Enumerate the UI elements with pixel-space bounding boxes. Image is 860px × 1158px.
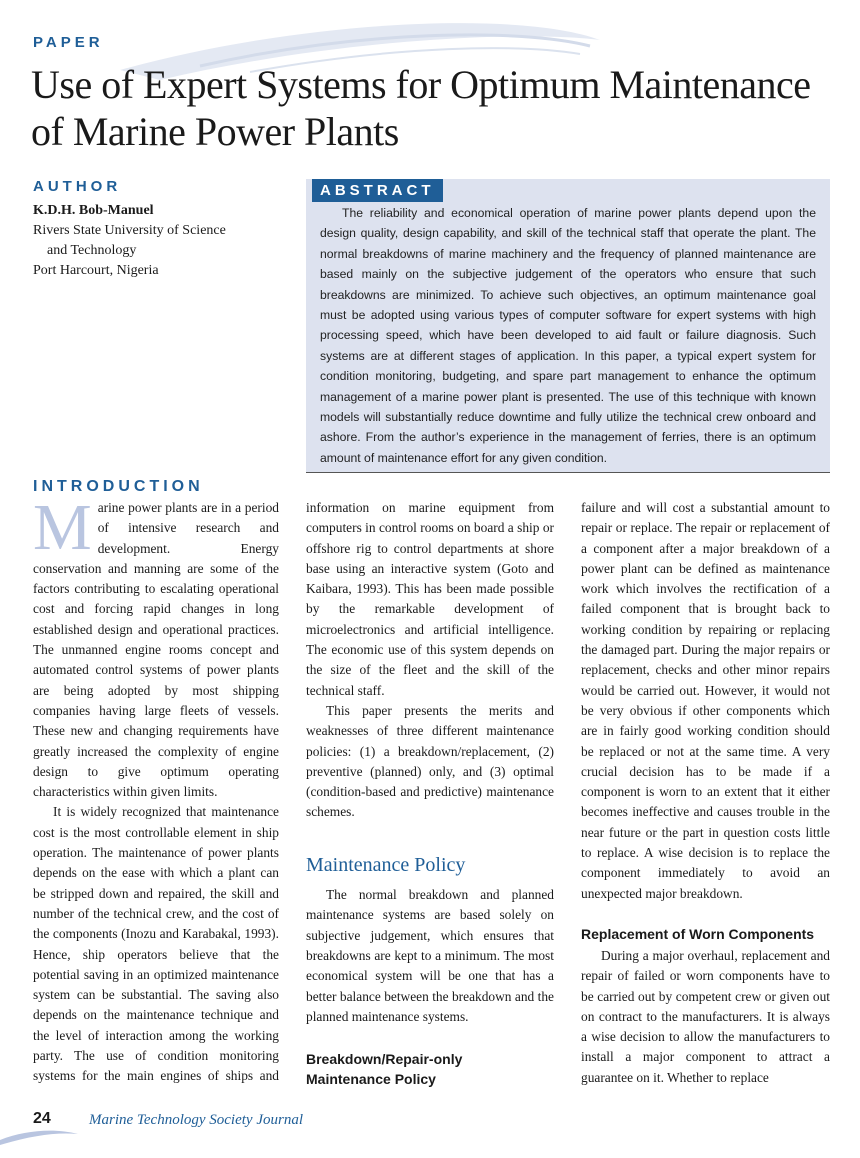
col3-paragraph-2: During a major overhaul, replacement and repair of failed or worn components have to be carried out by competent crew or given out on contract to the manufacturers. It is always a wise decision to allow the manufacturers to install a major component to attract a guarantee on it. Whether to replace [581, 947, 830, 1085]
dropcap-letter: M [33, 498, 92, 564]
abstract-text: The reliability and economical operation of marine power plants depend upon the design quality, design capability, and skill of the technical staff that operate the plant. The normal breakdowns of marine machinery and the frequency of planned maintenance are based mainly on the subjective judgement of the operators who ensure that such breakdowns are minimized. To achieve such objectives, an optimum maintenance goal must be adopted using various types of computer software for expert systems with high processing speed, which have been developed to aid fault or failure diagnosis. Such systems are at different stages of application. In this paper, a typical expert system for condition monitoring, budgeting, and spare part management to enhance the optimum management of a marine power plant is presented. The use of this technique with known models will substantially reduce downtime and fully utilize the technical crew onboard and ashore. From the author’s experience in the management of ferries, there is an optimum amount of maintenance effort for any given condition. [320, 206, 816, 465]
breakdown-policy-heading-line-1: Breakdown/Repair-only [306, 1051, 463, 1068]
section-label: PAPER [33, 34, 104, 51]
column-2 [306, 498, 554, 1088]
breakdown-policy-heading-line-2: Maintenance Policy [306, 1071, 436, 1088]
abstract-box [306, 179, 830, 473]
author-label: AUTHOR [33, 178, 122, 195]
page-number: 24 [33, 1110, 51, 1127]
author-location: Port Harcourt, Nigeria [33, 263, 159, 278]
column-3 [581, 498, 830, 1088]
breakdown-policy-heading [306, 1049, 554, 1088]
maintenance-policy-heading: Maintenance Policy [306, 853, 466, 876]
article-title [31, 61, 851, 155]
abstract-label: ABSTRACT [312, 179, 443, 202]
intro-paragraph-1: arine power plants are in a period of intensive research and development. Energy conservation and manning are some of the factors contributing to escalating operational cost and forcing rapid changes in long established design and operational practices. The unmanned engine rooms concept and automated control systems of power plants are being adopted by most shipping companies having large fleets of vessels. These new and changing requirements have greatly increased the complexity of engine design to give optimum operating characteristics within given limits. [33, 500, 279, 800]
col2-paragraph-2: This paper presents the merits and weaknesses of three different maintenance policies: (1) a breakdown/replacement, (2) preventive (planned) only, and (3) optimal (condition-based and predictive) maintenance schemes. [306, 702, 554, 820]
author-affiliation-line-1: Rivers State University of Science [33, 223, 226, 238]
intro-paragraph-2: It is widely recognized that maintenance cost is the most controllable element in ship operation. The maintenance of power plants depends on the ease with which a plant can be stripped down and repaired, the skill and number of the technical crew, and the cost of the components (Inozu and Karabakal, 1993). Hence, ship operators believe that the potential saving in an optimized maintenance system can be substantial. The saving also depends on the maintenance technique and the level of interaction among the working party. The use of condition monitoring systems for the main engines of ships and [33, 804, 279, 1084]
col3-paragraph-1: failure and will cost a substantial amount to repair or replace. The repair or replacement of a component after a major breakdown of a power plant can be defined as maintenance work which involves the rectification of a failed component that is brought back to working condition by repairing or replacing the damaged part. During the major repairs or replacement, checks and other minor repairs would be carried out. However, it would not be very obvious if other components which are in fairly good working condition should be replaced or not at the same time. A very crucial decision has to be made if a component is worn to an extent that it either becomes ineffective and causes trouble in the near future or the part in question costs little to replace. A wise decision is to replace the component immediately to avoid an unexpected major breakdown. [581, 500, 830, 901]
article-title-line-1: Use of Expert Systems for Optimum Maintenance [31, 62, 811, 107]
journal-name: Marine Technology Society Journal [89, 1112, 303, 1128]
col2-paragraph-3: The normal breakdown and planned maintenance systems are based solely on subjective judgement, which ensures that breakdowns are kept to a minimum. The most economical system will be one that has a better balance between the breakdown and the planned maintenance systems. [306, 887, 554, 1024]
replacement-heading: Replacement of Worn Components [581, 925, 815, 942]
article-title-line-2: of Marine Power Plants [31, 109, 399, 154]
column-1 [33, 498, 279, 1088]
introduction-heading: INTRODUCTION [33, 478, 204, 495]
author-affiliation-line-2: and Technology [47, 243, 137, 258]
author-name: K.D.H. Bob-Manuel [33, 203, 154, 218]
author-block [33, 178, 293, 281]
col2-paragraph-1: information on marine equipment from computers in control rooms on board a ship or offshore rig to control departments at shore base using an interactive system (Goto and Kaibara, 1993). This has been made possible by the remarkable development of microelectronics and artificial intelligence. The economic use of this system depends on the size of the fleet and the skill of the technical staff. [306, 500, 554, 698]
